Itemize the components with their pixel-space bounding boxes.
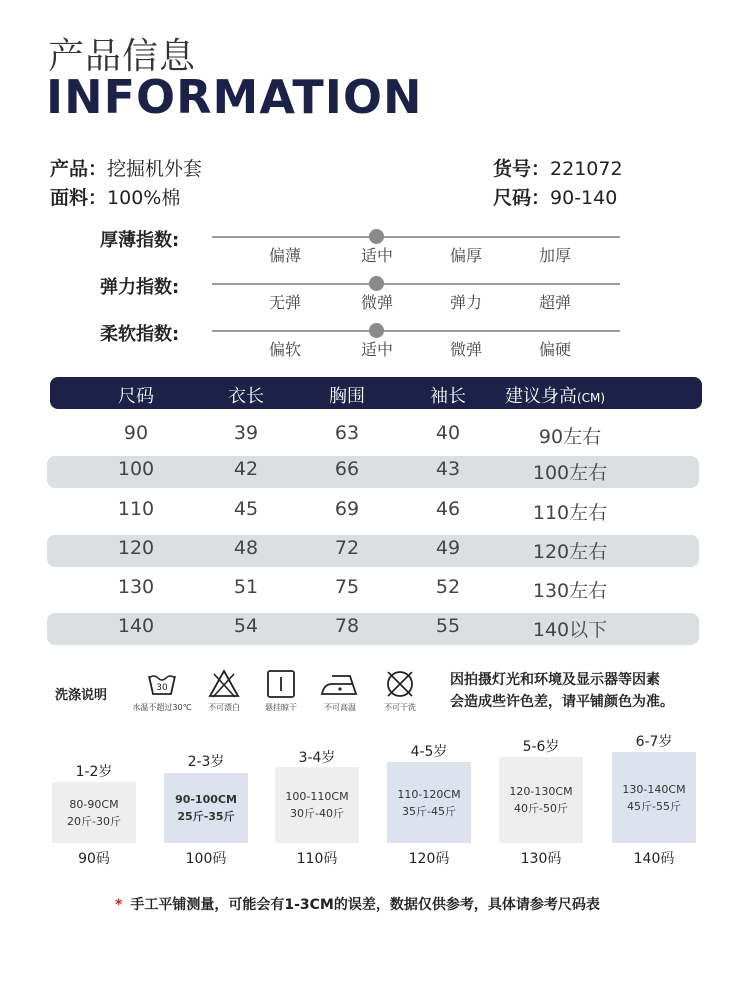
index-label: 弹力指数: [100, 277, 180, 298]
size-box-weight: 40斤-50斤 [514, 802, 568, 815]
fabric-label: 面料： [50, 187, 108, 209]
size-box-weight: 25斤-35斤 [177, 810, 235, 823]
index-option: 偏厚 [449, 246, 482, 265]
size-box [387, 762, 471, 843]
header-size: 尺码 [118, 386, 154, 407]
table-cell: 120左右 [532, 541, 608, 563]
header-height-label: 建议身高 [505, 386, 577, 407]
table-cell: 140以下 [532, 619, 608, 641]
wash-30-icon [146, 668, 178, 700]
table-cell: 66 [334, 458, 360, 480]
asterisk-mark: * [115, 897, 123, 913]
no-high-iron-icon [320, 668, 360, 700]
size-range-value: 90-140 [550, 187, 618, 209]
hang-dry-caption: 悬挂晾干 [265, 703, 297, 712]
index-option: 偏薄 [268, 246, 301, 265]
size-code-label: 90码 [78, 851, 110, 867]
age-label: 2-3岁 [187, 754, 225, 770]
color-note-line2: 会造成些许色差，请平铺颜色为准。 [450, 694, 674, 710]
size-box [275, 767, 359, 843]
product-value: 挖掘机外套 [107, 158, 203, 180]
table-cell: 90 [123, 422, 149, 444]
table-cell: 100 [117, 458, 155, 480]
no-bleach-icon [208, 668, 240, 700]
size-table-header [50, 377, 702, 409]
table-cell: 110 [117, 498, 155, 520]
age-label: 3-4岁 [298, 750, 336, 766]
color-note-line1: 因拍摄灯光和环境及显示器等因素 [450, 672, 660, 688]
table-cell: 120 [117, 537, 155, 559]
size-code-label: 140码 [633, 851, 675, 867]
index-marker [369, 323, 384, 338]
table-cell: 100左右 [532, 462, 608, 484]
table-cell: 46 [435, 498, 461, 520]
sku-value: 221072 [550, 158, 623, 180]
size-code-label: 110码 [296, 851, 338, 867]
index-option: 加厚 [538, 246, 571, 265]
product-label: 产品： [50, 158, 108, 180]
header-height [505, 382, 635, 408]
index-option: 微弹 [360, 293, 393, 312]
size-box-weight: 30斤-40斤 [290, 807, 344, 820]
table-cell: 40 [435, 422, 461, 444]
age-label: 5-6岁 [522, 739, 560, 755]
size-box-weight: 45斤-55斤 [627, 799, 681, 813]
sku-info [493, 154, 623, 181]
header-length: 衣长 [228, 386, 264, 407]
size-box [499, 757, 583, 843]
index-option: 无弹 [268, 293, 301, 312]
index-option: 偏硬 [538, 340, 571, 359]
size-box-content [164, 791, 248, 825]
size-box-content [52, 796, 136, 830]
index-option: 超弹 [538, 293, 571, 312]
size-box-height: 80-90CM [69, 797, 119, 811]
no-dryclean-icon [384, 668, 416, 700]
index-option: 弹力 [449, 293, 482, 312]
fabric-value: 100%棉 [107, 187, 181, 209]
size-box-content [387, 786, 471, 820]
index-label: 厚薄指数: [100, 230, 180, 251]
size-box [612, 752, 696, 843]
size-code-label: 130码 [520, 851, 562, 867]
size-box-content [612, 781, 696, 815]
no-high-iron-caption: 不可高温 [324, 703, 356, 712]
no-bleach-caption: 不可漂白 [208, 703, 240, 712]
size-box-content [499, 783, 583, 817]
table-cell: 54 [233, 615, 259, 637]
table-cell: 72 [334, 537, 360, 559]
table-cell: 45 [233, 498, 259, 520]
table-cell: 130左右 [532, 580, 608, 602]
table-cell: 63 [334, 422, 360, 444]
index-track [212, 330, 620, 332]
page-title-cn: 产品信息 [48, 36, 197, 77]
index-marker [369, 229, 384, 244]
header-chest: 胸围 [329, 386, 365, 407]
index-option: 偏软 [268, 340, 301, 359]
product-info [50, 154, 202, 181]
page-title-en: INFORMATION [46, 70, 423, 124]
table-cell: 55 [435, 615, 461, 637]
size-box-height: 130-140CM [622, 782, 686, 796]
age-label: 4-5岁 [410, 744, 448, 760]
wash-temp-number: 30 [156, 683, 168, 693]
color-note [450, 669, 674, 713]
index-option: 微弹 [449, 340, 482, 359]
size-box-height: 100-110CM [285, 790, 349, 803]
index-label: 柔软指数: [100, 324, 180, 345]
age-label: 6-7岁 [635, 734, 673, 750]
table-cell: 69 [334, 498, 360, 520]
size-box-height: 120-130CM [509, 785, 573, 798]
index-option: 适中 [360, 340, 393, 359]
size-box [164, 773, 248, 843]
size-box [52, 782, 136, 843]
table-cell: 49 [435, 537, 461, 559]
index-track [212, 283, 620, 285]
table-cell: 42 [233, 458, 259, 480]
index-marker [369, 276, 384, 291]
age-label: 1-2岁 [75, 764, 113, 780]
size-code-label: 120码 [408, 851, 450, 867]
hang-dry-icon [265, 668, 297, 700]
size-box-height: 90-100CM [175, 793, 237, 806]
size-box-height: 110-120CM [397, 787, 461, 801]
size-box-content [275, 788, 359, 822]
measurement-note-text: 手工平铺测量，可能会有1-3CM的误差，数据仅供参考，具体请参考尺码表 [130, 897, 600, 913]
fabric-info [50, 183, 180, 210]
no-dryclean-caption: 不可干洗 [384, 703, 416, 712]
table-cell: 39 [233, 422, 259, 444]
washing-label: 洗涤说明 [55, 688, 108, 703]
table-cell: 78 [334, 615, 360, 637]
header-sleeve: 袖长 [430, 386, 466, 407]
index-option: 适中 [360, 246, 393, 265]
table-cell: 43 [435, 458, 461, 480]
table-cell: 130 [117, 576, 155, 598]
table-cell: 140 [117, 615, 155, 637]
table-cell: 75 [334, 576, 360, 598]
size-info [493, 183, 617, 210]
size-box-weight: 35斤-45斤 [402, 804, 456, 818]
wash-30-caption: 水温不超过30℃ [132, 703, 192, 712]
sku-label: 货号： [493, 158, 551, 180]
size-box-weight: 20斤-30斤 [67, 814, 121, 828]
table-cell: 51 [233, 576, 259, 598]
table-cell: 48 [233, 537, 259, 559]
size-code-label: 100码 [185, 851, 227, 867]
header-height-unit: (CM) [577, 391, 606, 405]
table-cell: 52 [435, 576, 461, 598]
table-cell: 110左右 [532, 502, 608, 524]
table-cell: 90左右 [538, 426, 602, 448]
index-track [212, 236, 620, 238]
size-range-label: 尺码： [493, 187, 551, 209]
measurement-note [115, 894, 600, 914]
